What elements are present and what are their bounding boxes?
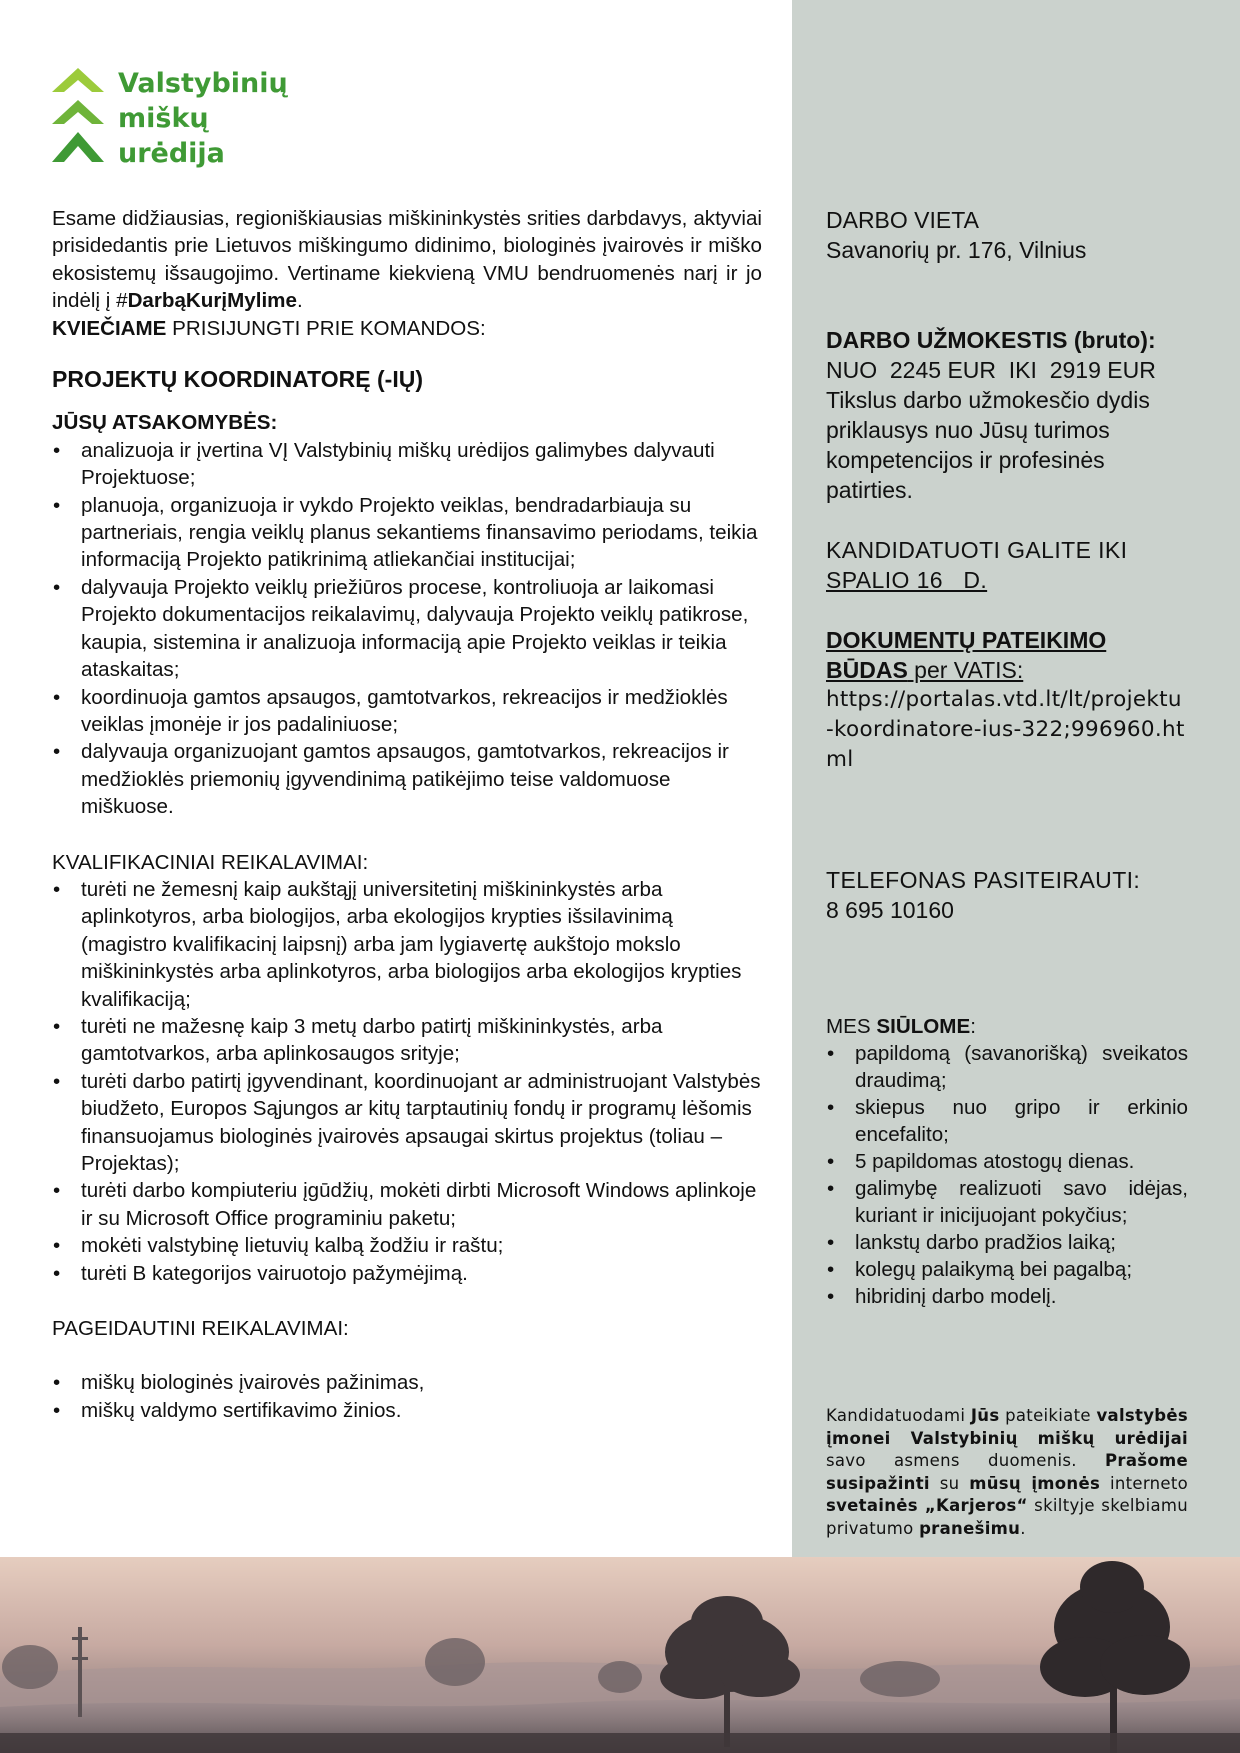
privacy-bold: svetainės „Karjeros“: [826, 1496, 1028, 1515]
privacy-notice: [826, 1405, 1188, 1540]
intro-text: Esame didžiausias, regioniškiausias miškininkystės srities darbdavys, aktyviai prisidedantis prie Lietuvos miškingumo didinimo, biologinės įvairovės ir miško ekosistemų išsaugojimo. Vertiname kiekvieną VMU bendruomenės narį ir jo indėlį į #: [52, 207, 762, 313]
privacy-text: Kandidatuodami: [826, 1406, 971, 1425]
list-item: • 5 papildomas atostogų dienas.: [826, 1148, 1188, 1175]
privacy-bold: mūsų įmonės: [969, 1473, 1101, 1493]
responsibilities-heading: JŪSŲ ATSAKOMYBĖS:: [52, 411, 278, 435]
privacy-bold: Jūs: [970, 1406, 1000, 1425]
location-label: DARBO VIETA: [826, 207, 979, 233]
phone-label: TELEFONAS PASITEIRAUTI:: [826, 867, 1141, 893]
documents-url-link[interactable]: https://portalas.vtd.lt/lt/projektu-koordinatore-ius-322;996960.html: [826, 687, 1185, 772]
main-column: [52, 205, 762, 1424]
location-block: [826, 205, 1188, 265]
misty-forest-photo: [0, 1557, 1240, 1753]
intro-period: .: [296, 289, 303, 313]
offer-list: [826, 1040, 1188, 1310]
salary-note: Tikslus darbo užmokesčio dydis priklausys nuo Jūsų turimos kompetencijos ir profesinės patirties.: [826, 387, 1150, 503]
phone-block: [826, 865, 1188, 925]
logo-wordmark: [118, 66, 288, 171]
salary-range: NUO 2245 EUR IKI 2919 EUR: [826, 357, 1156, 383]
documents-label-rest: per VATIS:: [907, 657, 1024, 683]
list-item: • galimybę realizuoti savo idėjas, kuriant ir inicijuojant pokyčius;: [826, 1175, 1188, 1229]
tree-logo-icon: [52, 66, 104, 168]
list-item: • kolegų palaikymą bei pagalbą;: [826, 1256, 1188, 1283]
list-item: • mokėti valstybinę lietuvių kalbą žodžiu ir raštu;: [52, 1232, 762, 1259]
list-item: • turėti darbo patirtį įgyvendinant, koordinuojant ar administruojant Valstybės biudžeto, Europos Sąjungos ar kitų tarptautinių fondų ir programų lėšomis finansuojamus biologinės įvairovės apsaugai skirtus projektus (toliau – Projektas);: [52, 1068, 762, 1178]
salary-label: DARBO UŽMOKESTIS (bruto):: [826, 327, 1156, 353]
list-item: • lankstų darbo pradžios laiką;: [826, 1229, 1188, 1256]
list-item: • skiepus nuo gripo ir erkinio encefalito;: [826, 1094, 1188, 1148]
location-value: Savanorių pr. 176, Vilnius: [826, 237, 1087, 263]
list-item: • dalyvauja Projekto veiklų priežiūros procese, kontroliuoja ar laikomasi Projekto dokumentacijos reikalavimų, dalyvauja Projekto veiklų patikrose, kaupia, sistemina ir analizuoja informaciją apie Projekto veiklas ir teikia ataskaitas;: [52, 574, 762, 684]
privacy-text: interneto: [1100, 1473, 1189, 1493]
logo-line-1: Valstybinių: [118, 68, 288, 99]
list-item: • turėti ne mažesnę kaip 3 metų darbo patirtį miškininkystės, arba gamtotvarkos, arba aplinkosaugos srityje;: [52, 1013, 762, 1068]
privacy-text: pateikiate: [999, 1406, 1097, 1425]
list-item: • miškų biologinės įvairovės pažinimas,: [52, 1369, 762, 1396]
privacy-bold: valstybės įmonei Valstybinių miškų urėdijai: [826, 1406, 1188, 1448]
preferred-heading: PAGEIDAUTINI REIKALAVIMAI:: [52, 1317, 349, 1341]
invite-rest: PRISIJUNGTI PRIE KOMANDOS:: [166, 316, 486, 340]
deadline-label: KANDIDATUOTI GALITE IKI: [826, 537, 1128, 563]
list-item: • turėti B kategorijos vairuotojo pažymėjimą.: [52, 1260, 762, 1287]
phone-value: 8 695 10160: [826, 897, 954, 923]
list-item: • hibridinį darbo modelį.: [826, 1283, 1188, 1310]
deadline-block: [826, 535, 1188, 595]
offer-block: [826, 1013, 1188, 1310]
qualifications-heading: KVALIFIKACINIAI REIKALAVIMAI:: [52, 850, 369, 874]
preferred-list: [52, 1369, 762, 1424]
qualifications-list: [52, 876, 762, 1287]
offer-heading: [826, 1013, 1188, 1040]
offer-prefix: MES: [826, 1015, 877, 1038]
logo-line-3: urėdija: [118, 138, 225, 169]
documents-label: [826, 625, 1188, 685]
documents-block: [826, 625, 1188, 775]
intro-hashtag: DarbąKurįMylime: [127, 289, 297, 313]
list-item: • turėti ne žemesnį kaip aukštąjį universitetinį miškininkystės arba aplinkotyros, arba biologijos, arba ekologijos krypties išsilavinimą (magistro kvalifikacinį laipsnį) arba jam lygiavertę aukštojo mokslo miškininkystės arba aplinkotyros, arba biologijos arba ekologijos krypties kvalifikaciją;: [52, 876, 762, 1013]
privacy-text: savo asmens duomenis.: [826, 1451, 1105, 1470]
invite-bold: KVIEČIAME: [52, 316, 167, 340]
list-item: • planuoja, organizuoja ir vykdo Projekto veiklas, bendradarbiauja su partneriais, rengia veiklų planus sekantiems finansavimo periodams, teikia informaciją Projekto patikrinimą atliekančiai institucijai;: [52, 492, 762, 574]
privacy-bold: pranešimu: [919, 1518, 1021, 1538]
invite-line: [52, 315, 762, 342]
intro-paragraph: [52, 205, 762, 315]
company-logo: [52, 66, 292, 176]
documents-label-bold: DOKUMENTŲ PATEIKIMO BŪDAS: [826, 627, 1107, 683]
offer-suffix: :: [970, 1015, 976, 1038]
salary-block: [826, 325, 1188, 505]
deadline-value: SPALIO 16 D.: [826, 567, 988, 593]
logo-line-2: miškų: [118, 103, 209, 134]
privacy-bold: Prašome susipažinti: [826, 1451, 1188, 1493]
list-item: • dalyvauja organizuojant gamtos apsaugos, gamtotvarkos, rekreacijos ir medžioklės priemonių įgyvendinimą patikėjimo teise valdomuose miškuose.: [52, 738, 762, 820]
list-item: • miškų valdymo sertifikavimo žinios.: [52, 1397, 762, 1424]
list-item: • turėti darbo kompiuteriu įgūdžių, mokėti dirbti Microsoft Windows aplinkoje ir su Microsoft Office programiniu paketu;: [52, 1177, 762, 1232]
responsibilities-list: [52, 437, 762, 821]
privacy-text: .: [1020, 1518, 1026, 1538]
privacy-text: su: [929, 1473, 970, 1493]
list-item: • analizuoja ir įvertina VĮ Valstybinių miškų urėdijos galimybes dalyvauti Projektuose;: [52, 437, 762, 492]
offer-bold: SIŪLOME: [876, 1015, 971, 1038]
privacy-text: skiltyje skelbiamu privatumo: [826, 1496, 1188, 1538]
list-item: • koordinuoja gamtos apsaugos, gamtotvarkos, rekreacijos ir medžioklės veiklas įmonėje ir jos padaliniuose;: [52, 684, 762, 739]
job-title: PROJEKTŲ KOORDINATORĘ (-IŲ): [52, 366, 423, 393]
list-item: • papildomą (savanorišką) sveikatos draudimą;: [826, 1040, 1188, 1094]
